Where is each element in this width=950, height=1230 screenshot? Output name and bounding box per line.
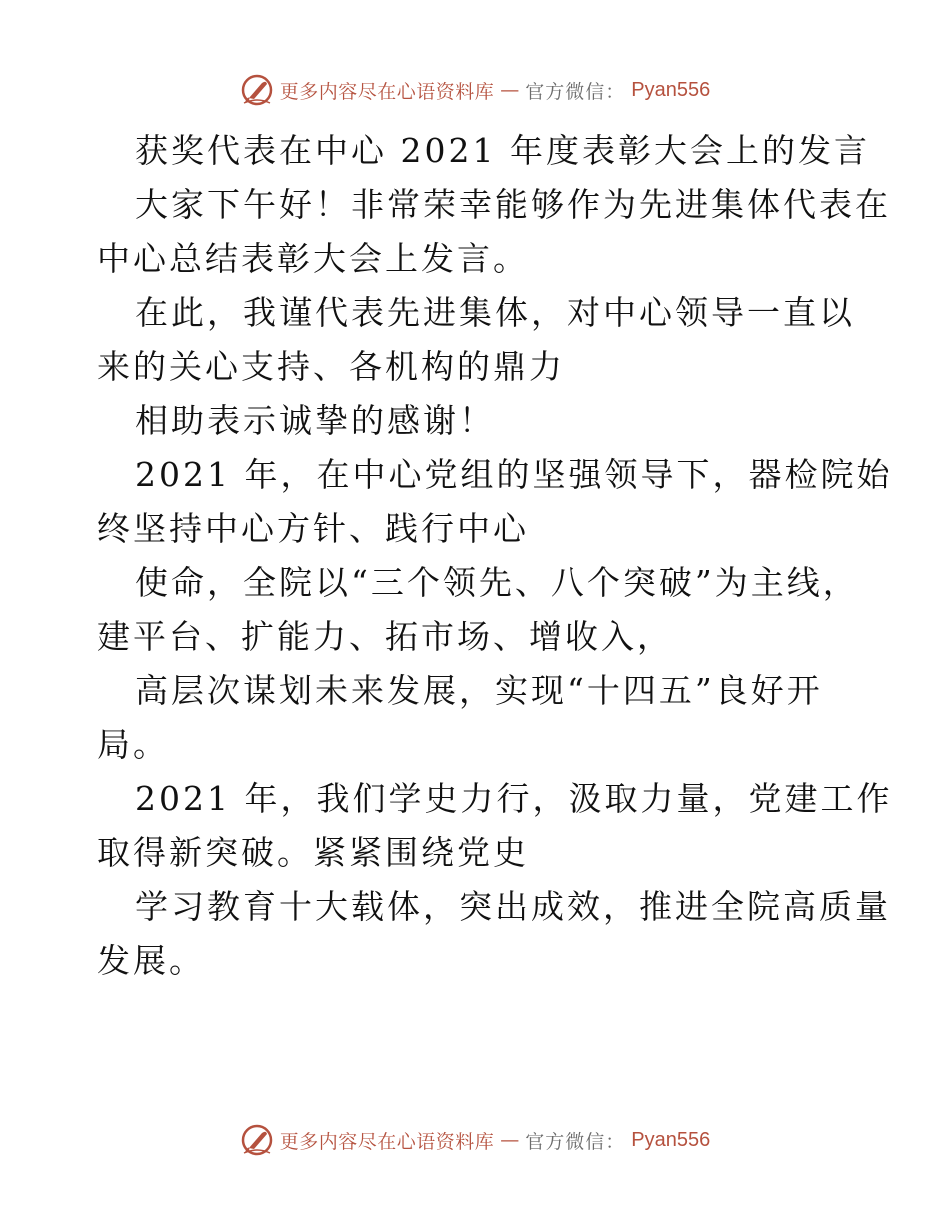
paragraph-line: 发展。: [97, 941, 205, 980]
footer-banner: [0, 1120, 950, 1160]
header-banner: [0, 70, 950, 110]
paragraph-line: 建平台、扩能力、拓市场、增收入，: [97, 617, 673, 656]
paragraph-line: 大家下午好！非常荣幸能够作为先进集体代表在: [135, 185, 891, 224]
paragraph-line: 2021 年，在中心党组的坚强领导下，器检院始: [135, 455, 893, 494]
paragraph-line: 终坚持中心方针、践行中心: [97, 509, 529, 548]
footer-wechat-label: 官方微信：: [525, 1130, 626, 1153]
paragraph-line: 相助表示诚挚的感谢！: [135, 401, 495, 440]
footer-wechat-id: Pyan556: [631, 1128, 711, 1151]
quill-pen-icon: [240, 73, 274, 107]
paragraph-line: 在此，我谨代表先进集体，对中心领导一直以: [135, 293, 855, 332]
paragraph-line: 局。: [97, 725, 169, 764]
paragraph-line: 高层次谋划未来发展，实现“十四五”良好开: [135, 671, 823, 710]
header-wechat-label: 官方微信：: [525, 80, 626, 103]
document-body: [97, 124, 893, 988]
footer-dash: —: [500, 1129, 520, 1151]
footer-promo-text: 更多内容尽在心语资料库: [279, 1130, 495, 1153]
document-title: 获奖代表在中心 2021 年度表彰大会上的发言: [135, 131, 870, 170]
header-promo-text: 更多内容尽在心语资料库: [279, 80, 495, 103]
paragraph-line: 来的关心支持、各机构的鼎力: [97, 347, 565, 386]
header-dash: —: [500, 79, 520, 101]
header-wechat-id: Pyan556: [631, 78, 711, 101]
paragraph-line: 使命，全院以“三个领先、八个突破”为主线，: [135, 563, 859, 602]
paragraph-line: 2021 年，我们学史力行，汲取力量，党建工作: [135, 779, 893, 818]
paragraph-line: 学习教育十大载体，突出成效，推进全院高质量: [135, 887, 891, 926]
paragraph-line: 中心总结表彰大会上发言。: [97, 239, 529, 278]
quill-pen-icon: [240, 1123, 274, 1157]
paragraph-line: 取得新突破。紧紧围绕党史: [97, 833, 529, 872]
